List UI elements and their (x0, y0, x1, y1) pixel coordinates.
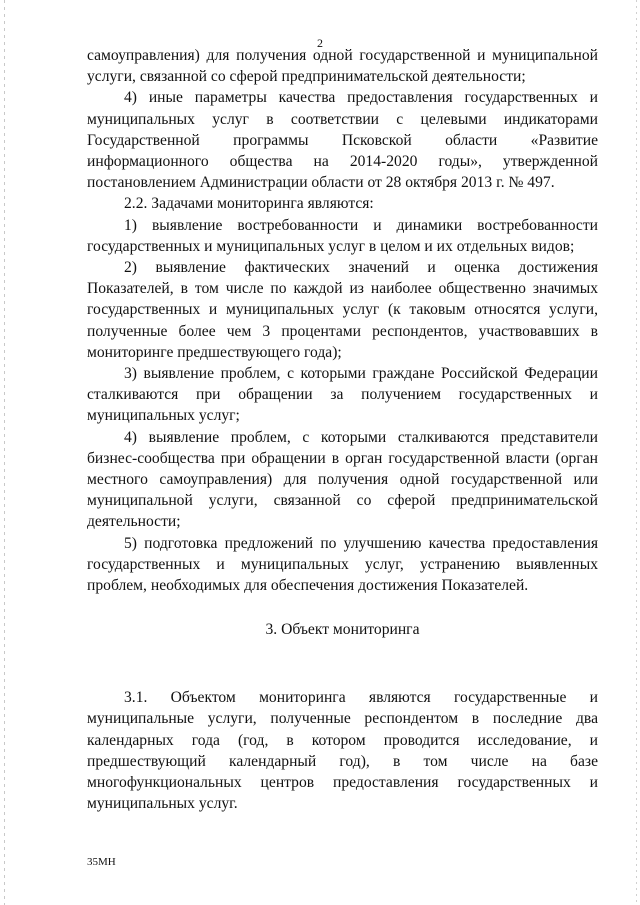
scan-edge-left (4, 0, 5, 905)
paragraph-task-3: 3) выявление проблем, с которыми граждане Российской Федерации сталкиваются при обращении за получением государственных и муниципальных услуг; (87, 365, 598, 425)
paragraph-task-2: 2) выявление фактических значений и оценка достижения Показателей, в том числе по каждой из наиболее общественно значимых государственных и муниципальных услуг (к таковым относятся услуги, полученные более чем 3 процентами респондентов, участвовавших в мониторинге предшествующего года); (87, 259, 598, 361)
section-heading: 3. Объект мониторинга (265, 621, 420, 639)
footer-document-code: 35МН (87, 856, 116, 868)
paragraph-section-3-1: 3.1. Объектом мониторинга являются государственные и муниципальные услуги, полученные респондентом в последние два календарных года (год, в котором проводится исследование, и предшествующий календарный год), в том числе на базе многофункциональных центров предоставления государственных и муниципальных услуг. (87, 689, 598, 813)
scan-edge-right (636, 0, 637, 905)
paragraph-task-4: 4) выявление проблем, с которыми сталкиваются представители бизнес-сообщества при обращении в орган государственной власти (орган местного самоуправления) для получения одной государственной или муниципальной услуги, связанной со сферой предпринимательской деятельности; (87, 428, 598, 531)
paragraph-continuation: самоуправления) для получения одной государственной и муниципальной услуги, связанной со сферой предпринимательской деятельности; (87, 47, 598, 86)
document-body (87, 45, 598, 815)
page-number: 2 (317, 36, 323, 50)
paragraph-task-5: 5) подготовка предложений по улучшению качества предоставления государственных и муниципальных услуг, устранению выявленных проблем, необходимых для обеспечения достижения Показателей. (87, 534, 598, 595)
paragraph-item-4-parameters: 4) иные параметры качества предоставления государственных и муниципальных услуг в соответствии с целевыми индикаторами Государственной программы Псковской области «Развитие информационного общества на 2014-2020 годы», утвержденной постановлением Администрации области от 28 октября 2013 г. № 497. (87, 89, 598, 192)
paragraph-task-1: 1) выявление востребованности и динамики востребованности государственных и муниципальных услуг в целом и их отдельных видов; (87, 216, 598, 255)
paragraph-tasks-intro: 2.2. Задачами мониторинга являются: (124, 195, 374, 213)
